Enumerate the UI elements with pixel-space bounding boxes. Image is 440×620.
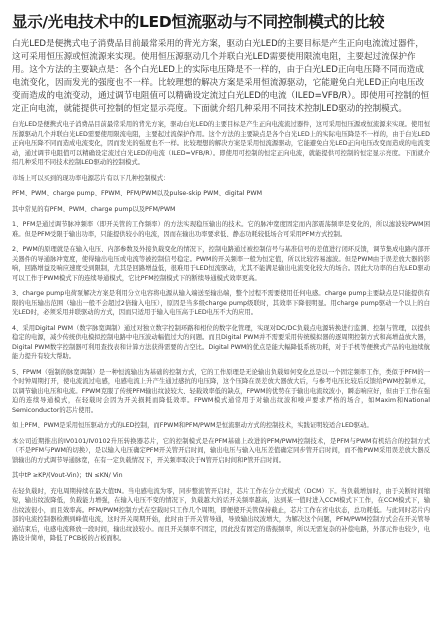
body-paragraph: PFM、PWM、charge pump、FPWM、PFM/PWM以及pulse-skip PWM、digital PWM	[12, 190, 262, 197]
body-paragraph: 如上PFM、PWM是采用恒压驱动方式的LED控制，而FPWM和PFM/PWM是恒流驱动方式的控制技术，实践证明较适合LED驱动。	[12, 422, 373, 429]
body-paragraph: 白光LED是便携式电子消费品目前最常采用的背光方案，驱动白光LED的主要目标是产生正向电流流过器件，这可采用恒压源或恒流源来实现。使用恒压源驱动几个并联白光LED需要使用限流电阻，主要起过流保护作用。这个方法的主要缺点是各个白光LED上的实际电压降是不一样的，由于白光LED正向电压降不同而造成电流变化，因而发光的强度也不一样。比较理想的解决方案是采用恒流源驱动，它能避免白光LED正向电压改变而造成的电流变动，通过调节电阻值可以精确设定流过白光LED的电流（ILED=VFB/R）。即使用可控制的恒定正向电流，就能提供可控制的恒定显示亮度。下面就介绍几种采用不同技术控制LED驱动的控制模式。	[12, 121, 430, 166]
body-paragraph: 1、PFM是通过调节脉冲频率（即开关管的工作频率）的方法实现稳压输出的技术。它的脉冲宽度固定而内部震荡频率是变化的，所以滤波较PWM困难。但是PFM受限于输出功率，只能提供较小的电流，因而在输出功率要求低、静态功耗较低场合可采用PFM方式控制。	[12, 221, 430, 238]
article-body	[12, 120, 430, 544]
article-intro: 白光LED是便携式电子消费品目前最常采用的背光方案，驱动白光LED的主要目标是产生正向电流流过器件，这可采用恒压源或恒流源来实现。使用恒压源驱动几个并联白光LED需要使用限流电阻，主要起过流保护作用。这个方法的主要缺点是：各个白光LED上的实际电压降是不一样的，由于白光LED正向电压降不同而造成电流变化，因而发光的强度也不一样。比较理想的解决方案是采用恒流源驱动，它能避免白光LED正向电压改变而造成的电流变动，通过调节电阻值可以精确设定流过白光LED的电流（ILED=VFB/R）。即使用可控制的恒定正向电流，就能提供可控制的恒定显示亮度。下面就介绍几种采用不同技术控制LED驱动的控制模式。	[12, 39, 430, 114]
body-paragraph: 市场上可以买到的现功率电源芯片有以下几种控制模式：	[12, 174, 170, 182]
body-paragraph: 2、PWM的原理就是在输入电压、内部参数及外接负载变化的情况下，控制电路通过被控制信号与基准信号的差值进行闭环反馈，调节集成电路内部开关器件的导通脉冲宽度，使得输出电压或电流等被控制信号稳定。PWM的开关频率一般为恒定值，所以比较容易滤波。但是PWM由于误差放大器的影响，回路增益及响应速度受到限制，尤其是回路增益低，很难用于LED恒流驱动，尤其不能满足输出电流变化较大的场合。因此大功率的白光LED驱动可以工作于PWM模式下的连续导通模式，它比PFM控制模式下的断续导通模式效率更高。	[12, 246, 430, 282]
body-paragraph: 在轻负载时，充电周期持续在最大值tN。当电感电流为零，同步整流管开启时，芯片工作在分立式模式（DCM）下。当负载增加时，由于关断时间缩短，输出纹波降低，负载能力增强，在输入电压不变的情况下，负载越大的话开关频率越高，达到某一值时进入CCM模式下工作，在CCM模式下，输出纹波很小，而且效率高。PFM/PWM控制方式在空载时只工作几个周期，即便使开关管保持截止，芯片工作在省电状态，总功耗低。与此同时芯片内部的电流控制器检测到峰值电流，这时开关周期开始，此时由于开关管导通，导致输出纹波增大，为解决这个问题，PFM/PWM控制方式会在开关管导通结束后，电感电流释放一段时间，输出纹波较小。而且开关频率不固定，因此没有固定的谐振频率，所以无需复杂的补偿电路，外部元件也较少，电路设计简单，降低了PCB板的占板面积。	[12, 487, 430, 542]
body-paragraph: 5、FPWM（强制的脉宽调制）是一种恒流输出为基础的控制方式，它的工作原理是无论输出负载如何变化总是以一个固定频率工作，类似于PFM的一个时钟周期打开，使电流流过电感，电感电流上升产生通过感抗的电压降，这个压降在误差放大器放大后，与参考电压比较后反馈给PWM控制单元，以调节输出电压和电流。FPWM克服了传统PFM输出纹波较大、轻载效率低的缺点，FPWM的优势在于输出电流纹波小，瞬态响应好，但由于工作在强迫的连续导通模式，在轻载时会因为开关损耗而降低效率。FPWM模式通常用于对输出纹波和噪声要求严格的场合，如Maxim和National Semiconductor的芯片使用。	[12, 368, 430, 414]
body-paragraph: 本公司近期推出的IV0101/IV0102升压转换器芯片，它的控制模式是在PFM基础上改进的PFM/PWM控制技术，是PFM与PWM有机结合的控制方式（不是PFM与PWM的切换），是以输入电压确定PFM开关管开启时间，输出电压与输入电压差值确定同步管开启时间，而不像PWM采用误差放大器反馈输出的方式调节导通脉宽，在有一定负载情况下，开关频率取决于N管开启时间和P管开启时间。	[12, 437, 430, 464]
body-paragraph: 3、charge pump电荷泵解决方案是利用分立电容将电源从输入端送至输出端，整个过程不需要使用任何电感。charge pump主要缺点是只能提供有限的电压输出范围（输出一般不会超过2倍输入电压），原因是当多级charge pump级联时，其效率下降很明显。用charge pump驱动一个以上的白光LED时，必须采用并联驱动的方式，因而只适用于输入电压高于LED电压不大的应用。	[12, 290, 430, 316]
article-title: 显示/光电技术中的LED恒流驱动与不同控制模式的比较	[12, 13, 385, 31]
body-paragraph: 4、采用Digital PWM（数字脉宽调制）通过对独立数字控制环路和相位的数字化管理，实现对DC/DC负载点电源转换进行监测、控制与管理，以提供稳定的电源，减少传统供电模拟控制电路中电压波动幅值过大的问题。而且Digital PWM并不需要采用传统模拟器的逐周期控制方式和高增益放大器，Digital PWM数字控制器可利用查找表和计算方法获得需要的占空比。Digital PWM的优点是能大幅降低系统功耗，对于手机等便携式产品的电池续航能力提升有较大帮助。	[12, 324, 430, 360]
formula-line: 其中tP ≥KP/(Vout-Vin)；tN ≤KN/ Vin	[12, 472, 123, 479]
body-paragraph: 其中常见的有PFM、PWM、charge pump以及PFM/PWM	[12, 205, 176, 213]
